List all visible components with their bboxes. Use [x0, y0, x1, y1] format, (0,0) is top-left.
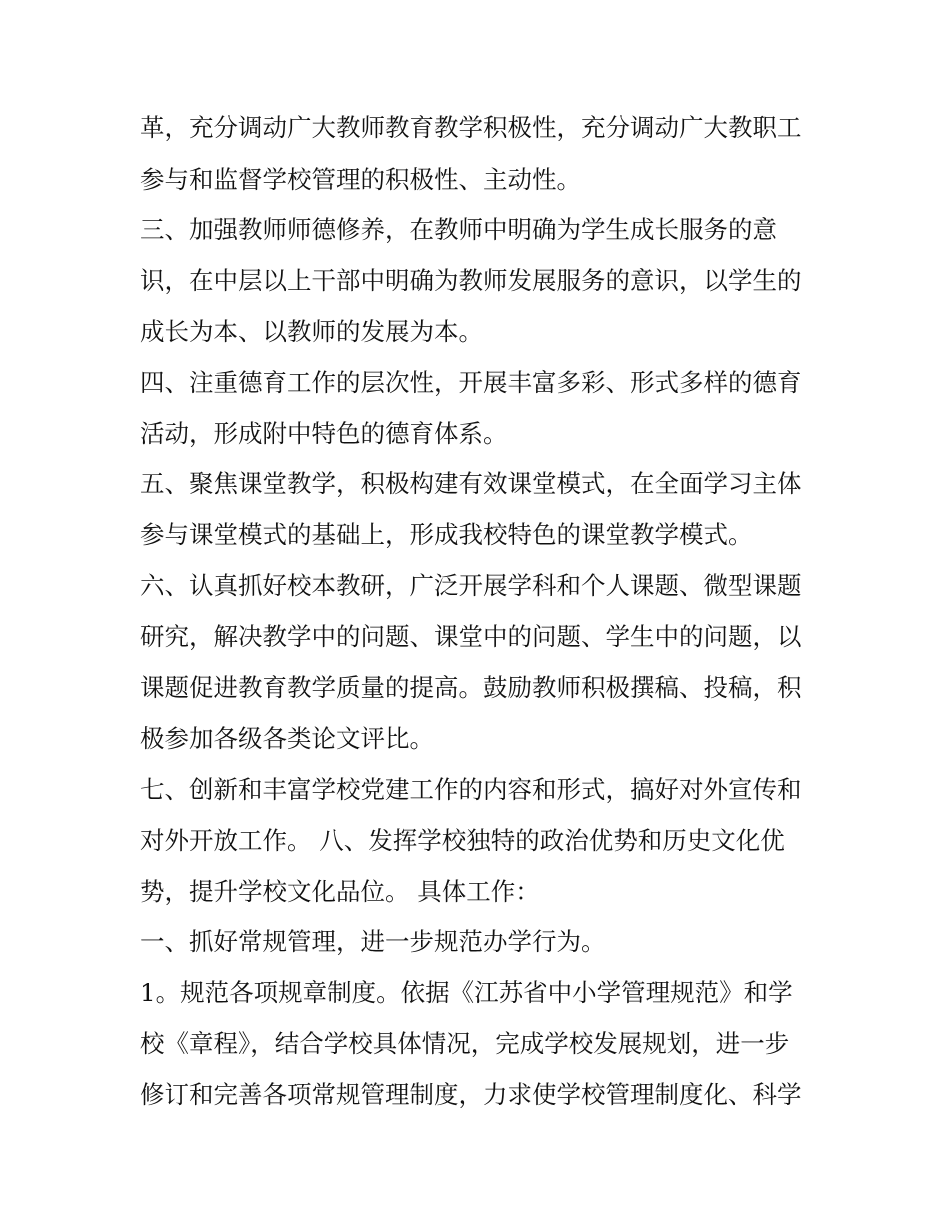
text-line: 六、认真抓好校本教研，广泛开展学科和个人课题、微型课题: [140, 571, 802, 600]
text-line: 成长为本、以教师的发展为本。: [140, 317, 483, 346]
text-line: 识，在中层以上干部中明确为教师发展服务的意识，以学生的: [140, 266, 802, 295]
text-line: 课题促进教育教学质量的提高。鼓励教师积极撰稿、投稿，积: [140, 673, 802, 702]
text-line: 参与和监督学校管理的积极性、主动性。: [140, 165, 581, 194]
text-line: 五、聚焦课堂教学，积极构建有效课堂模式，在全面学习主体: [140, 469, 802, 498]
text-line: 一、抓好常规管理，进一步规范办学行为。: [140, 927, 606, 956]
text-line: 修订和完善各项常规管理制度，力求使学校管理制度化、科学: [140, 1080, 802, 1109]
text-line: 校《章程》，结合学校具体情况，完成学校发展规划，进一步: [140, 1029, 790, 1058]
text-line: 研究，解决教学中的问题、课堂中的问题、学生中的问题，以: [140, 622, 802, 651]
text-line: 参与课堂模式的基础上，形成我校特色的课堂教学模式。: [140, 520, 753, 549]
text-line: 四、注重德育工作的层次性，开展丰富多彩、形式多样的德育: [140, 368, 802, 397]
text-line: 1。规范各项规章制度。依据《江苏省中小学管理规范》和学: [140, 978, 793, 1007]
text-line: 对外开放工作。 八、发挥学校独特的政治优势和历史文化优: [140, 826, 785, 855]
text-line: 三、加强教师师德修养，在教师中明确为学生成长服务的意: [140, 215, 777, 244]
text-line: 活动，形成附中特色的德育体系。: [140, 419, 508, 448]
text-line: 七、创新和丰富学校党建工作的内容和形式，搞好对外宣传和: [140, 775, 802, 804]
text-line: 势，提升学校文化品位。 具体工作：: [140, 877, 540, 906]
text-line: 革，充分调动广大教师教育教学积极性，充分调动广大教职工: [140, 113, 802, 142]
text-line: 极参加各级各类论文评比。: [140, 724, 434, 753]
